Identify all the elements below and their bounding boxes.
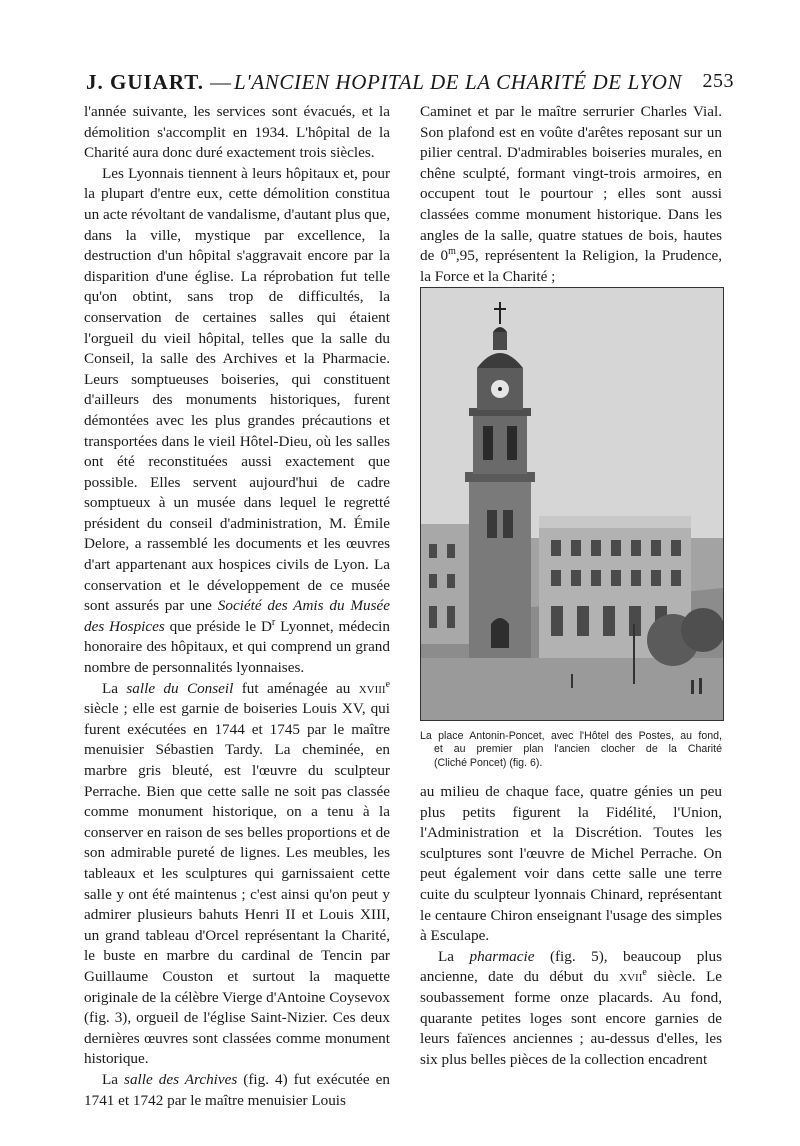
conseil-century-sup: e	[385, 678, 391, 690]
caption-line-2: et au premier plan l'ancien clocher de la Charité	[434, 743, 722, 756]
photo-place-antonin-poncet	[421, 288, 723, 720]
pharmacie-century-sup: e	[642, 967, 647, 979]
pharmacie-century: xvii	[619, 968, 643, 986]
conseil-text-b: fut aménagée au	[241, 679, 351, 697]
archives-cont-b: ,95, représentent la Religion, la Prudence, la Force et la Charité ;	[420, 247, 722, 285]
conseil-title: salle du Conseil	[126, 679, 234, 697]
conseil-lead: La	[102, 679, 119, 697]
running-head	[86, 70, 734, 100]
page-number: 253	[702, 70, 734, 92]
pharmacie-text-b: (fig. 5), beaucoup plus ancienne, date du début du	[420, 947, 723, 986]
paragraph-continuation: l'année suivante, les services sont évacués, et la démolition s'accomplit en 1934. L'hôpital de la Charité aura donc duré exactement trois siècles.	[84, 103, 390, 162]
archives-text: (fig. 4) fut exécutée en 1741 et 1742 par le maître menuisier Louis	[84, 1070, 391, 1109]
figure-caption	[420, 730, 722, 770]
paragraph-genies: au milieu de chaque face, quatre génies un peu plus petits figurent la Fidélité, l'Union, l'Administration et la Discrétion. Toutes les sculptures sont l'œuvre de Michel Perrache. On peut également voir dans cette salle une terre cuite du sculpteur lyonnais Chinard, représentant le centaure Chiron enseignant l'usage des simples à Esculape.	[420, 783, 722, 945]
header-title: L'ANCIEN HOPITAL DE LA CHARITÉ DE LYON	[234, 70, 683, 94]
metre-superscript: m	[448, 246, 456, 258]
caption-line-3: (Cliché Poncet) (fig. 6).	[434, 756, 543, 769]
pharmacie-title: pharmacie	[469, 947, 535, 965]
archives-lead: La	[102, 1070, 119, 1088]
conseil-century: xviii	[358, 679, 386, 697]
header-dash: —	[210, 70, 232, 94]
paragraph-pharmacie	[420, 947, 722, 1071]
archives-cont-a: Caminet et par le maître serrurier Charles Vial. Son plafond est en voûte d'arêtes reposant sur un pilier central. D'admirables boiseries murales, en chêne sculpté, formant vingt-trois armoires, en occupent tout le pourtour ; elles sont aussi classées comme monument historique. Dans les angles de la salle, quatre statues de bois, hautes de 0	[420, 103, 722, 265]
archives-title: salle des Archives	[124, 1070, 238, 1088]
conseil-text-c: siècle ; elle est garnie de boiseries Louis XV, qui furent exécutées en 1744 et 1745 par le maître menuisier Sébastien Tardy. La cheminée, en marbre gris bleuté, est l'œuvre du sculpteur Perrache. Bien que cette salle ne soit pas classée comme monument historique, on a tenu à la conserver en raison de ses belles proportions et de son admirable pureté de lignes. Les meubles, les tableaux et les sculptures qui garnissaient cette salle y ont été maintenus ; c'est ainsi qu'on peut y admirer plusieurs bahuts Henri II et Louis XIII, un grand tableau d'Orcel représentant la Charité, le buste en marbre du cardinal de Tencin par Guillaume Couston et surtout la maquette originale de la célèbre Vierge d'Antoine Coysevox (fig. 3), orgueil de l'église Saint-Nizier. Ces deux dernières œuvres sont classées comme monument historique.	[84, 700, 390, 1068]
society-name: Société des Amis du Musée des Hospices	[84, 597, 390, 635]
photo-figure-6	[420, 287, 724, 721]
doctor-superscript: r	[271, 616, 276, 628]
left-column	[84, 102, 391, 1109]
right-column-bottom	[420, 782, 723, 1068]
paragraph-lyonnais-end-b: Lyonnet, médecin honoraire des hôpitaux, et qui comprend un grand nombre de personnalités lyonnaises.	[84, 617, 390, 677]
pharmacie-lead: La	[438, 947, 455, 965]
caption-line-1: La place Antonin-Poncet, avec l'Hôtel des Postes, au fond,	[420, 730, 722, 742]
paragraph-lyonnais-end-a: que préside le D	[169, 617, 272, 635]
paragraph-lyonnais-text: Les Lyonnais tiennent à leurs hôpitaux et, pour la plupart d'entre eux, cette démolition constitua un acte révoltant de vandalisme, d'autant plus que, dans la ville, mystique par excellence, la destruction d'un hôpital s'aggravait encore par la disparition d'une église. La réprobation fut telle qu'on obtint, sans trop de difficultés, la conservation de certaines salles qui étaient l'orgueil du vieil hôpital, telles que la salle du Conseil, la salle des Archives et la Pharmacie. Leurs somptueuses boiseries, qui constituent d'ailleurs des monuments historiques, furent démontées avec les plus grandes précautions et transportées dans le vieil Hôtel-Dieu, où les salles ont été reconstituées aussi exactement que possible. Elles servent aujourd'hui de cadre somptueux à un musée dans lequel le regretté président du conseil d'administration, M. Émile Delore, a rassemblé les documents et les œuvres d'art appartenant aux hospices civils de Lyon. La conservation et le développement de ce musée sont assurés par une	[84, 164, 390, 615]
paragraph-archives-continuation	[420, 102, 722, 287]
header-author: J. GUIART.	[86, 70, 204, 94]
right-column-top	[420, 102, 722, 288]
paragraph-lyonnais	[84, 164, 390, 679]
paragraph-salle-archives	[84, 1070, 390, 1111]
paragraph-salle-conseil	[84, 679, 390, 1070]
pharmacie-text-c: siècle. Le soubassement forme onze placards. Au fond, quarante petites loges sont encore garnies de leurs faïences anciennes ; au-dessus d'elles, les six plus belles pièces de la collection encadrent	[420, 968, 723, 1068]
